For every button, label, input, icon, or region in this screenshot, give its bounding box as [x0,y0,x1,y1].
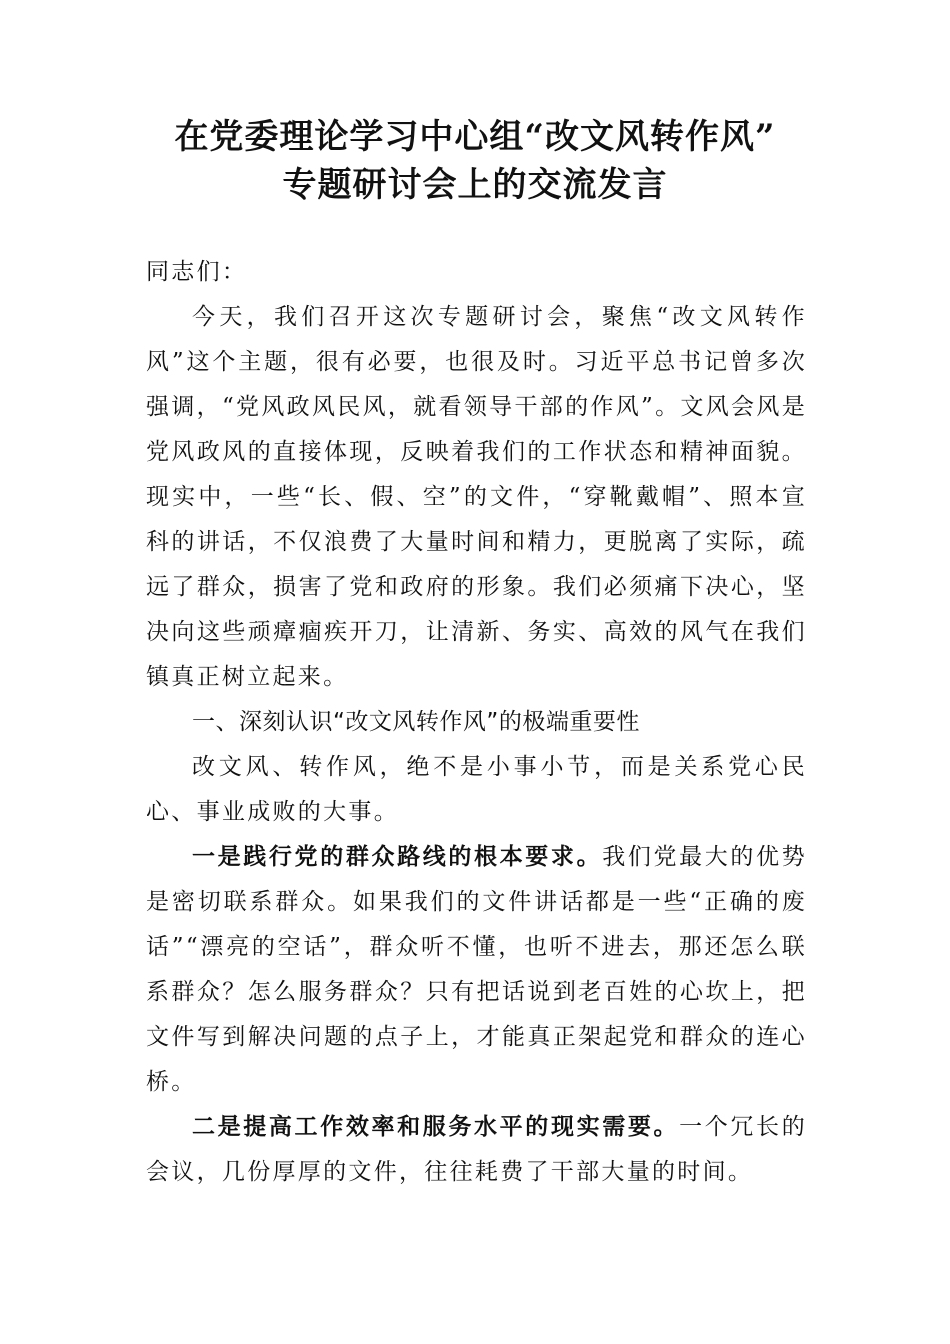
section-1-intro: 改文风、转作风，绝不是小事小节，而是关系党心民心、事业成败的大事。 [146,754,807,825]
point-1-paragraph [146,835,807,1105]
document-body [146,250,807,1195]
point-2-text: 一个冗长的会议，几份厚厚的文件，往往耗费了干部大量的时间。 [146,1114,807,1185]
point-2-paragraph [146,1105,807,1195]
title-line-2: 专题研讨会上的交流发言 [282,165,668,205]
section-1-heading: 一、深刻认识“改文风转作风”的极端重要性 [192,709,640,735]
intro-paragraph: 今天，我们召开这次专题研讨会，聚焦“改文风转作风”这个主题，很有必要，也很及时。习近平总书记曾多次强调，“党风政风民风，就看领导干部的作风”。文风会风是党风政风的直接体现，反映着我们的工作状态和精神面貌。现实中，一些“长、假、空”的文件，“穿靴戴帽”、照本宣科的讲话，不仅浪费了大量时间和精力，更脱离了实际，疏远了群众，损害了党和政府的形象。我们必须痛下决心，坚决向这些顽瘴痼疾开刀，让清新、务实、高效的风气在我们镇真正树立起来。 [146,304,807,690]
title-line-1: 在党委理论学习中心组“改文风转作风” [174,117,776,157]
point-1-lead: 一是践行党的群众路线的根本要求。 [192,844,603,870]
point-1-text: 我们党最大的优势是密切联系群众。如果我们的文件讲话都是一些“正确的废话”“漂亮的空话”，群众听不懂，也听不进去，那还怎么联系群众？怎么服务群众？只有把话说到老百姓的心坎上，把文件写到解决问题的点子上，才能真正架起党和群众的连心桥。 [146,844,807,1095]
salutation: 同志们： [146,259,248,285]
point-2-lead: 二是提高工作效率和服务水平的现实需要。 [192,1114,680,1140]
